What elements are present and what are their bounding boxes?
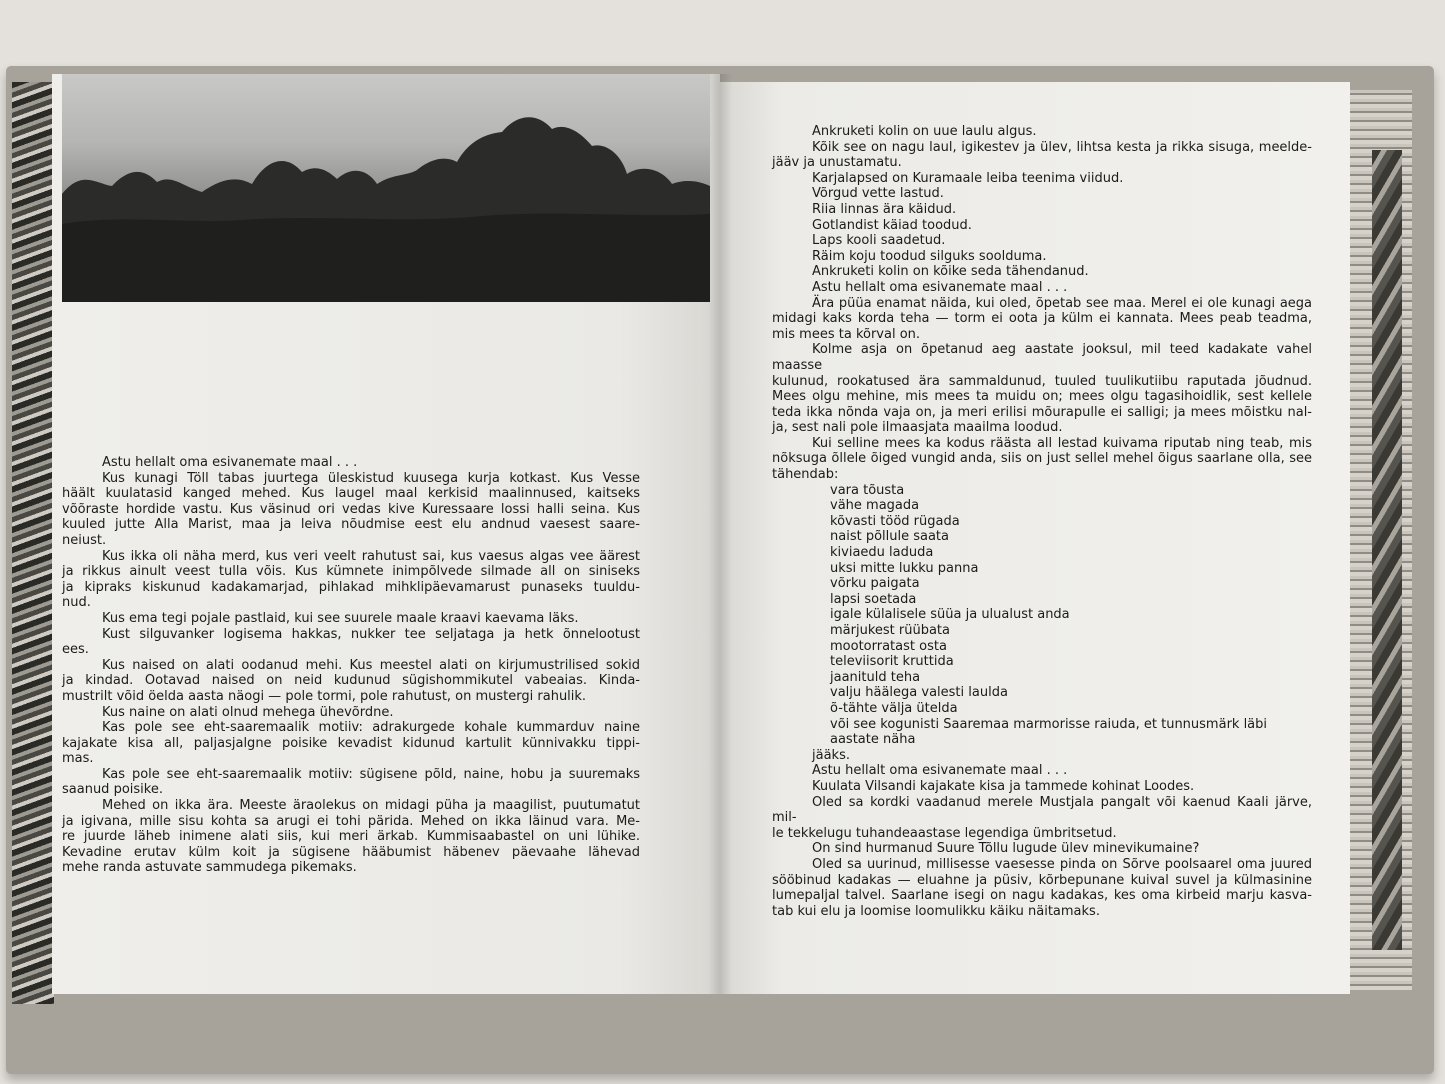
right-line: Laps kooli saadetud. <box>812 233 946 249</box>
left-line: saanud poisike. <box>62 782 163 798</box>
tree-silhouette <box>62 74 710 302</box>
right-line: Ära püüa enamat näida, kui oled, õpetab see maa. Merel ei ole kunagi aega <box>812 295 1312 311</box>
list-item: kiviaedu laduda <box>830 545 934 561</box>
right-line: Astu hellalt oma esivanemate maal . . . <box>812 279 1068 295</box>
right-line: kulunud, rookatused ära sammaldunud, tuuled tuulikutiibu raputada jõudnud. <box>772 373 1312 389</box>
right-line: Oled sa uurinud, millisesse vaesesse pinda on Sõrve poolsaarel oma juured <box>812 856 1312 872</box>
right-line: le tekkelugu tuhandeaastase legendiga ümbritsetud. <box>772 825 1117 841</box>
left-line: Mehed on ikka ära. Meeste äraolekus on midagi püha ja maagilist, puutumatut <box>102 798 640 814</box>
right-line: tab kui elu ja loomise loomulikku käiku näitamaks. <box>772 903 1100 919</box>
left-line: Kus naine on alati olnud mehega ühevõrdne. <box>102 704 394 720</box>
right-line: Võrgud vette lastud. <box>812 186 944 202</box>
left-page-text <box>62 455 640 876</box>
left-line: ja igivana, mille sisu kohta sa arugi ei tohi pärida. Mehed on ikka läinud vara. Me- <box>62 813 640 829</box>
left-line: Kus ikka oli näha merd, kus veri veelt rahutust sai, kus vaesus algas vee äärest <box>102 548 640 564</box>
left-line: võõraste hordide vastu. Kus väsinud ori vedas kive Kuressaare lossi halli seina. Kus <box>62 501 640 517</box>
list-item: uksi mitte lukku panna <box>830 560 979 576</box>
list-item: igale külalisele süüa ja ulualust anda <box>830 607 1070 623</box>
right-line: nõksuga õllele õiged vungid anda, siis on just sellel mehel õigus saarlane olla, see <box>772 451 1312 467</box>
left-line: neiust. <box>62 532 107 548</box>
right-line: Astu hellalt oma esivanemate maal . . . <box>812 763 1068 779</box>
right-line: tähendab: <box>772 467 839 483</box>
left-line: ees. <box>62 642 89 658</box>
page-edge-right-photo <box>1372 150 1402 950</box>
right-line: Kõik see on nagu laul, igikestev ja ülev, lihtsa kesta ja rikka sisuga, meelde- <box>812 139 1312 155</box>
right-line: Gotlandist käiad toodud. <box>812 217 972 233</box>
right-line: Kuulata Vilsandi kajakate kisa ja tammede kohinat Loodes. <box>812 778 1195 794</box>
left-line: Kus naised on alati oodanud mehi. Kus meestel alati on kirjumustrilised sokid <box>102 657 640 673</box>
list-item: naist põllule saata <box>830 529 949 545</box>
left-line: mustrilt võid öelda aasta näogi — pole tormi, pole rahutust, on mustergi rahulik. <box>62 688 587 704</box>
page-edge-left <box>12 82 54 1004</box>
right-line: ja, sest nali pole ilmaasjata maailma loodud. <box>772 420 1063 436</box>
right-line: Ankruketi kolin on uue laulu algus. <box>812 124 1037 139</box>
left-line: Kust silguvanker logisema hakkas, nukker tee seljataga ja hetk õnnelootust <box>102 626 640 642</box>
right-line: Karjalapsed on Kuramaale leiba teenima viidud. <box>812 170 1124 186</box>
list-item: märjukest rüübata <box>830 623 950 638</box>
list-item: kõvasti tööd rügada <box>830 513 960 529</box>
left-line: Kus ema tegi pojale pastlaid, kui see suurele maale kraavi kaevama läks. <box>102 610 579 626</box>
book-gutter <box>708 74 732 994</box>
left-line: ja kipraks kiskunud kadakamarjad, pihlakad mihklipäevamarust punaseks tuuldu- <box>62 579 640 595</box>
left-line: re juurde läheb inimene alati siis, kui meri ärkab. Kummisaabastel on uni lühike. <box>62 829 640 845</box>
left-line: Kevadine erutav külm koit ja sügisene hääbumist häbenev päevaahe lähevad <box>62 844 640 860</box>
right-line: sööbinud kadakas — eluahne ja püsiv, kõrbepunane kuival suvel ja külmasinine <box>772 872 1312 888</box>
right-line: mis mees ta kõrval on. <box>772 326 921 342</box>
list-item: või see kogunisti Saaremaa marmorisse raiuda, et tunnusmärk läbi aastate näha <box>830 716 1268 748</box>
right-line: Kui selline mees ka kodus räästa all lestad kuivama riputab ning teab, mis <box>812 435 1312 451</box>
right-line: Oled sa kordki vaadanud merele Mustjala pangalt või kaenud Kaali järve, mil- <box>772 794 1312 826</box>
left-line: Astu hellalt oma esivanemate maal . . . <box>102 455 358 470</box>
list-item: mootorratast osta <box>830 638 947 654</box>
right-line: Räim koju toodud silguks sooldumа. <box>812 248 1047 264</box>
list-item: valju häälega valesti laulda <box>830 685 1008 701</box>
right-line: teda ikka nõnda vaja on, ja meri erilisi mõurapulle ei salligi; ja mees mõistku nal- <box>772 404 1312 420</box>
right-line: Kolme asja on õpetanud aeg aastate jooksul, mil teed kadakate vahel maasse <box>772 342 1312 373</box>
right-line: lumepaljal talvel. Saarlane isegi on nagu kadakas, kes oma kirbeid marju kasva- <box>772 888 1312 904</box>
left-line: nud. <box>62 595 91 611</box>
right-line: midagi kaks korda teha — torm ei oota ja külm ei kannata. Mees peab teadma, <box>772 311 1312 327</box>
left-line: kajakate kisa all, paljasjalgne poisike kevadist kidunud kartulit künnivakku tippi- <box>62 735 640 751</box>
right-line: On sind hurmanud Suure Tõllu lugude ülev minevikumaine? <box>812 841 1200 857</box>
list-item: vähe magada <box>830 498 920 514</box>
left-line: Kas pole see eht-saaremaalik motiiv: adrakurgede kohale kummarduv naine <box>102 720 640 736</box>
right-line: Mees olgu mehine, mis mees ta muidu on; mees olgu tagasihoidlik, sest kellele <box>772 389 1312 405</box>
list-item: õ-tähte välja ütelda <box>830 700 958 716</box>
right-line: Ankruketi kolin on kõike seda tähendanud. <box>812 264 1089 280</box>
list-item: lapsi soetada <box>830 591 917 607</box>
list-item: võrku paigata <box>830 576 920 592</box>
left-line: Kas pole see eht-saaremaalik motiiv: sügisene põld, naine, hobu ja suuremaks <box>102 766 640 782</box>
left-line: ja rikkus ainult veest tulla võis. Kus kümnete inimpõlvede silmade all on siniseks <box>62 564 640 580</box>
list-item: vara tõusta <box>830 482 905 498</box>
left-line: kuuled jutte Alla Marist, maa ja leiva nõudmise eest elu andnud vaesest saare- <box>62 517 640 533</box>
right-line: jääv ja unustamatu. <box>772 155 902 171</box>
left-line: mehe randa astuvate sammudega pikemaks. <box>62 860 357 876</box>
left-line: häält kuulatasid kanged mehed. Kus laugel maal kerkisid maalinnused, kaitseks <box>62 486 640 502</box>
left-line: Kus kunagi Töll tabas juurtega üleskistud kuusega kurja kotkast. Kus Vesse <box>102 470 640 486</box>
right-line: Riia linnas ära käidud. <box>812 201 957 217</box>
left-line: ja kindad. Ootavad naised on neid kudunud sügishommikutel vabeaias. Kinda- <box>62 673 640 689</box>
left-line: mas. <box>62 751 94 767</box>
right-page-text <box>772 124 1312 919</box>
list-item: televiisorit kruttida <box>830 654 954 670</box>
landscape-photo <box>62 74 710 302</box>
right-line: jääks. <box>812 747 850 763</box>
list-item: jaanituld teha <box>830 669 921 685</box>
